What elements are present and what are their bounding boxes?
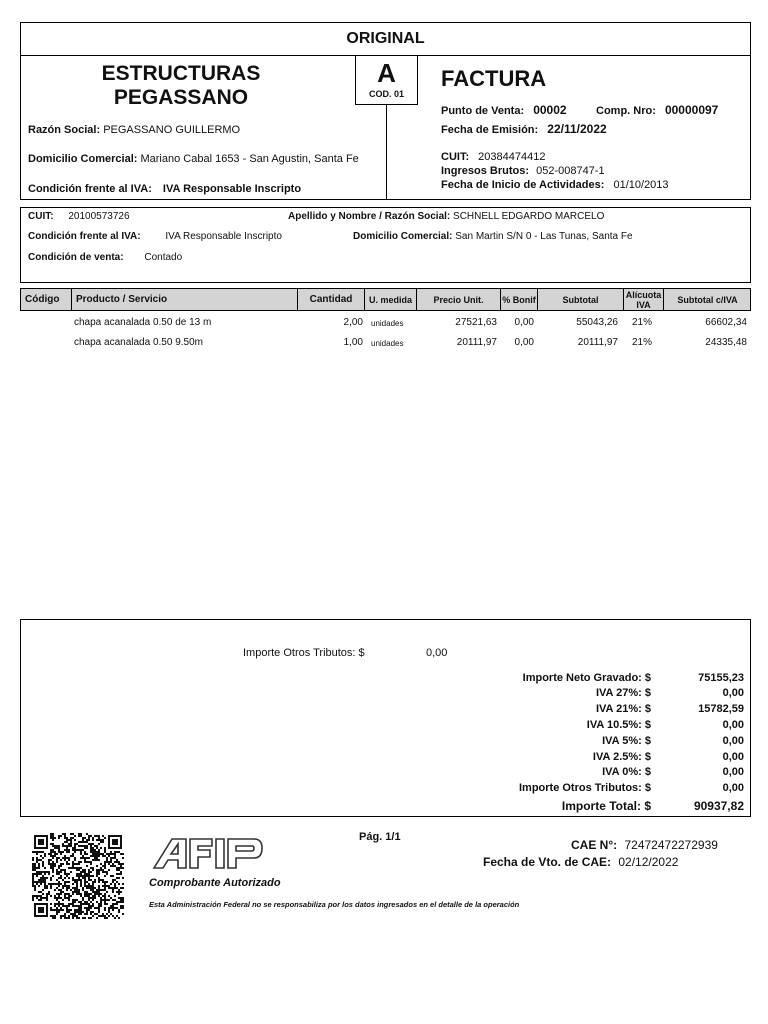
client-iva [28, 231, 282, 242]
cell-cantidad: 1,00 [343, 337, 363, 348]
total-line-label: IVA 0%: $ [602, 766, 651, 778]
client-nombre-label: Apellido y Nombre / Razón Social: [288, 211, 451, 222]
invoice-ingresos-brutos [441, 165, 605, 177]
cell-medida: unidades [371, 319, 404, 328]
client-iva-label: Condición frente al IVA: [28, 231, 141, 242]
inicio-actividades-label: Fecha de Inicio de Actividades: [441, 179, 605, 191]
fecha-emision-label: Fecha de Emisión: [441, 124, 539, 136]
issuer-razon-social-label: Razón Social: [28, 124, 101, 136]
total-line-value: 75155,23 [698, 672, 744, 684]
cell-bonif: 0,00 [514, 317, 534, 328]
cell-precio: 27521,63 [455, 317, 497, 328]
issuer-domicilio-value: Mariano Cabal 1653 - San Agustin, Santa Fe [140, 153, 359, 165]
ingresos-brutos-label: Ingresos Brutos: [441, 165, 530, 177]
fecha-emision-value: 22/11/2022 [547, 122, 607, 136]
total-line-label: IVA 21%: $ [595, 703, 651, 715]
page-number: Pág. 1/1 [359, 831, 401, 843]
client-cuit [28, 211, 130, 222]
total-line-label: Importe Otros Tributos: $ [518, 782, 651, 794]
inicio-actividades-value: 01/10/2013 [613, 179, 669, 191]
total-line-label: IVA 27%: $ [595, 687, 651, 699]
invoice-comp-nro [596, 103, 718, 117]
cell-cantidad: 2,00 [343, 317, 363, 328]
header-cantidad: Cantidad [298, 289, 365, 311]
header-precio: Precio Unit. [417, 289, 501, 311]
afip-disclaimer: Esta Administración Federal no se responsabiliza por los datos ingresados en el detalle de la operación [149, 900, 520, 909]
cuit-label: CUIT: [441, 151, 470, 163]
invoice-punto-venta [441, 103, 567, 117]
copy-type-label: ORIGINAL [346, 30, 425, 47]
table-row [20, 314, 751, 332]
copy-type-box [20, 22, 751, 56]
comp-nro-label: Comp. Nro: [596, 105, 656, 117]
issuer-iva-value: IVA Responsable Inscripto [162, 183, 302, 195]
cae-value: 72472472272939 [624, 838, 718, 852]
client-nombre [288, 211, 604, 222]
invoice-title: FACTURA [441, 66, 547, 91]
client-venta-label: Condición de venta: [28, 252, 124, 263]
invoice-code: COD. 01 [368, 89, 404, 99]
cuit-value: 20384474412 [478, 151, 546, 163]
total-line-value: 0,00 [722, 735, 744, 747]
issuer-header-box [20, 55, 751, 200]
cell-subtotal-iva: 24335,48 [705, 337, 747, 348]
cell-bonif: 0,00 [514, 337, 534, 348]
table-row [20, 334, 751, 352]
header-medida: U. medida [365, 289, 417, 311]
total-line-label: IVA 5%: $ [602, 735, 651, 747]
client-domicilio-value: San Martin S/N 0 - Las Tunas, Santa Fe [455, 231, 633, 242]
cae-vto [483, 855, 678, 869]
cae-number [571, 838, 718, 852]
items-table-header [20, 288, 751, 311]
client-cuit-label: CUIT: [28, 211, 54, 222]
cell-alicuota: 21% [632, 317, 653, 328]
cell-subtotal: 55043,26 [576, 317, 618, 328]
invoice-letter-box [355, 55, 418, 105]
invoice-fecha-emision [441, 122, 607, 136]
client-venta [28, 252, 182, 263]
client-venta-value: Contado [144, 252, 183, 263]
invoice-cuit [441, 151, 545, 163]
issuer-razon-social-value: PEGASSANO GUILLERMO [103, 124, 241, 136]
cae-label: CAE N°: [571, 838, 618, 852]
total-line-label: Importe Neto Gravado: $ [522, 672, 651, 684]
punto-venta-label: Punto de Venta: [441, 105, 525, 117]
importe-total-value: 90937,82 [693, 799, 744, 813]
comprobante-autorizado: Comprobante Autorizado [149, 877, 281, 889]
client-domicilio [353, 231, 633, 242]
comp-nro-value: 00000097 [664, 103, 719, 117]
cae-vto-label: Fecha de Vto. de CAE: [483, 855, 612, 869]
client-domicilio-label: Domicilio Comercial: [353, 231, 453, 242]
cell-producto: chapa acanalada 0.50 9.50m [74, 337, 203, 348]
issuer-razon-social [28, 124, 240, 136]
totals-box [20, 619, 751, 817]
total-line-value: 0,00 [722, 719, 744, 731]
header-alicuota: Alícuota IVA [624, 289, 664, 311]
issuer-name [61, 62, 301, 110]
importe-total-label: Importe Total: $ [561, 799, 651, 813]
header-divider [386, 104, 387, 200]
total-line-value: 0,00 [722, 766, 744, 778]
otros-tributos-summary-label: Importe Otros Tributos: $ [243, 647, 365, 659]
issuer-iva-label: Condición frente al IVA: [28, 183, 152, 195]
punto-venta-value: 00002 [533, 103, 567, 117]
invoice-inicio-actividades [441, 179, 669, 191]
cell-medida: unidades [371, 339, 404, 348]
issuer-domicilio-label: Domicilio Comercial: [28, 153, 138, 165]
otros-tributos-summary-value: 0,00 [426, 647, 448, 659]
total-line-value: 0,00 [722, 751, 744, 763]
cell-producto: chapa acanalada 0.50 de 13 m [74, 317, 212, 328]
header-codigo: Código [21, 289, 72, 311]
total-line-label: IVA 2.5%: $ [592, 751, 651, 763]
header-subtotal: Subtotal [538, 289, 624, 311]
client-nombre-value: SCHNELL EDGARDO MARCELO [453, 211, 605, 222]
cell-subtotal: 20111,97 [577, 337, 618, 348]
issuer-name-line2: PEGASSANO [113, 86, 249, 109]
otros-tributos-summary [243, 647, 365, 659]
cae-vto-value: 02/12/2022 [618, 855, 679, 869]
cell-alicuota: 21% [632, 337, 653, 348]
issuer-name-line1: ESTRUCTURAS [101, 62, 261, 85]
total-line-value: 0,00 [722, 782, 744, 794]
header-producto: Producto / Servicio [72, 289, 298, 311]
client-iva-value: IVA Responsable Inscripto [165, 231, 282, 242]
client-cuit-value: 20100573726 [68, 211, 130, 222]
afip-logo [150, 836, 265, 870]
header-subtotal-iva: Subtotal c/IVA [677, 295, 738, 305]
qr-code [32, 833, 124, 919]
invoice-letter: A [377, 58, 396, 88]
cell-subtotal-iva: 66602,34 [705, 317, 747, 328]
issuer-domicilio [28, 153, 359, 165]
total-line-value: 15782,59 [698, 703, 744, 715]
header-bonif: % Bonif [501, 289, 538, 311]
total-line-value: 0,00 [722, 687, 744, 699]
total-line-label: IVA 10.5%: $ [586, 719, 651, 731]
cell-precio: 20111,97 [456, 337, 497, 348]
ingresos-brutos-value: 052-008747-1 [536, 165, 605, 177]
client-box [20, 207, 751, 283]
issuer-iva [28, 183, 301, 195]
